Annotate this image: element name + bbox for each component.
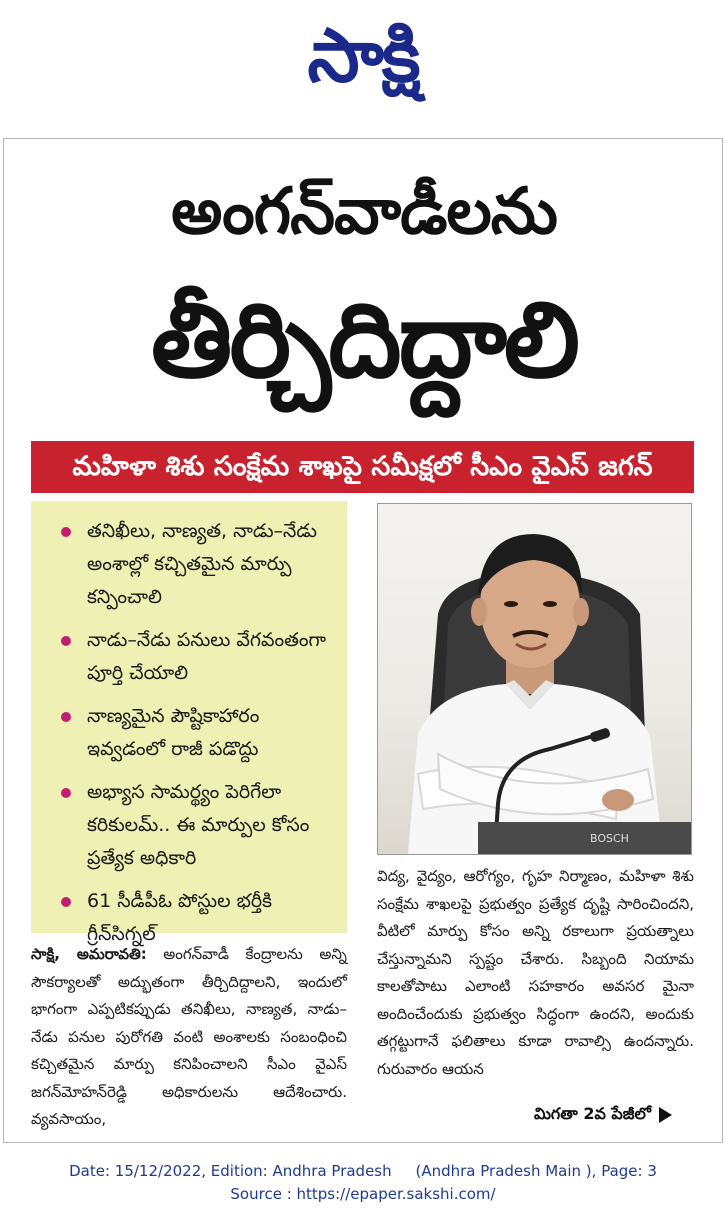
masthead [0,0,726,138]
headline-line-2: తీర్చిదిద్దాలి [151,279,577,401]
bullet-icon [61,712,71,722]
highlight-text: తనిఖీలు, నాణ్యత, నాడు–నేడు అంశాల్లో కచ్చితమైన మార్పు కన్పించాలి [87,520,317,608]
bullet-icon [61,897,71,907]
page-footer [0,1160,726,1206]
bullet-icon [61,788,71,798]
highlight-text: నాణ్యమైన పౌష్టికాహారం ఇవ్వడంలో రాజీ పడొద్దు [87,705,260,760]
dateline: సాక్షి, అమరావతి: [31,945,147,963]
highlight-item [55,624,337,690]
highlight-item [55,700,337,766]
source-link[interactable]: Source : https://epaper.sakshi.com/ [230,1185,496,1203]
highlights-box [31,501,347,945]
article-body-left-text: అంగన్‌వాడీ కేంద్రాలను అన్ని సౌకర్యాలతో అద్భుతంగా తీర్చిదిద్దాలని, ఇందులో భాగంగా ఎప్పటికప్పుడు తనిఖీలు, నాణ్యత, నాడు–నేడు పనుల పురోగతి వంటి అంశాలకు సంబంధించి కచ్చితమైన మార్పు కనిపించాలని సీఎం వైఎస్‌ జగన్‌మోహన్‌రెడ్డి అధికారులను ఆదేశించారు. వ్యవసాయం, [31,945,347,1128]
article-photo [377,503,692,855]
highlight-item [55,515,337,614]
bullet-icon [61,636,71,646]
person-photo-illustration [378,504,691,854]
headline-line-1: అంగన్‌వాడీలను [171,175,557,249]
news-clipping [3,138,723,1143]
bullet-icon [61,527,71,537]
highlight-text: 61 సీడీపీఓ పోస్టుల భర్తీకి గ్రీన్‌సిగ్నల్‌ [87,890,273,945]
article-body-right: విద్య, వైద్యం, ఆరోగ్యం, గృహ నిర్మాణం, మహిళా శిశు సంక్షేమ శాఖలపై ప్రభుత్వం ప్రత్యేక దృష్టి సారించిందని, వీటిలో మార్పు కోసం అన్ని రకాలుగా ప్రయత్నాలు చేస్తున్నామని స్పష్టం చేశారు. సిబ్బంది నియామ కాలతోపాటు ఎలాంటి సహకారం అవసర మైనా అందించేందుకు ప్రభుత్వం సిద్ధంగా ఉందని, అందుకు తగ్గట్టుగానే ఫలితాలు కూడా రావాల్సి ఉందన్నారు. గురువారం ఆయన [377,867,694,1078]
highlight-item [55,776,337,875]
highlight-text: నాడు–నేడు పనులు వేగవంతంగా పూర్తి చేయాలి [87,629,327,684]
continued-link[interactable] [534,1104,672,1127]
highlight-text: అభ్యాస సామర్థ్యం పెరిగేలా కరికులమ్‌.. ఈ మార్పుల కోసం ప్రత్యేక అధికారి [87,781,310,869]
sakshi-logo: సాక్షి [307,13,419,99]
continued-label: మిగతా 2వ పేజీలో [534,1104,651,1123]
mic-brand-label: BOSCH [590,832,629,845]
subheadline-banner: మహిళా శిశు సంక్షేమ శాఖపై సమీక్షలో సీఎం వైఎస్‌ జగన్‌ [31,441,694,493]
article-body-left [31,941,347,1134]
play-arrow-icon [659,1107,672,1123]
edition-info: Date: 15/12/2022, Edition: Andhra Pradesh (Andhra Pradesh Main ), Page: 3 [69,1162,657,1180]
